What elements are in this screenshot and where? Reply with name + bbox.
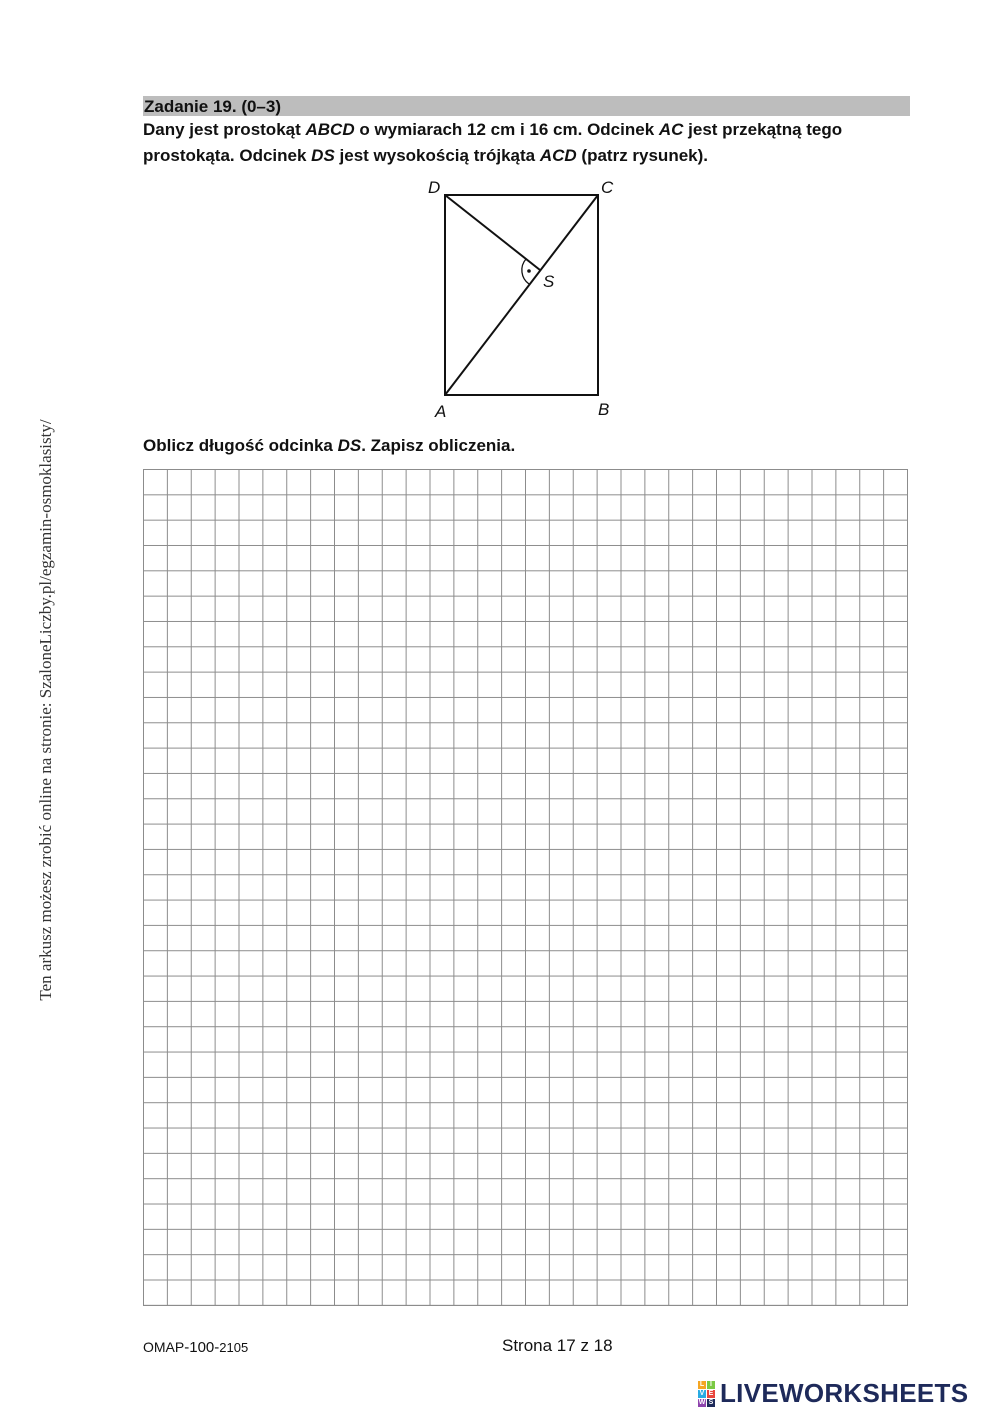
- task-description: [143, 117, 918, 169]
- text-fragment: prostokąta. Odcinek: [143, 146, 312, 165]
- label-a: A: [435, 402, 447, 421]
- logo-tile: S: [708, 1398, 714, 1406]
- italic-term: ACD: [539, 146, 577, 165]
- code-part: OMAP: [143, 1339, 185, 1355]
- logo-tile: I: [707, 1381, 715, 1389]
- rectangle-figure: [420, 172, 620, 422]
- italic-term: ABCD: [305, 120, 355, 139]
- text-fragment: . Zapisz obliczenia.: [361, 436, 516, 455]
- brand-logo-icon: [698, 1381, 715, 1407]
- logo-tile: W: [698, 1398, 706, 1406]
- logo-tile: E: [708, 1389, 714, 1397]
- italic-term: DS: [337, 436, 362, 455]
- task-line-2: [143, 143, 918, 169]
- logo-tile: V: [699, 1389, 705, 1397]
- page-number: Strona 17 z 18: [502, 1336, 613, 1355]
- diagonal-ac: [445, 195, 598, 395]
- label-c: C: [601, 178, 614, 197]
- task-header: Zadanie 19. (0–3): [143, 96, 910, 116]
- italic-term: DS: [311, 146, 335, 165]
- text-fragment: Oblicz długość odcinka: [143, 436, 338, 455]
- instruction-text: [143, 436, 515, 456]
- side-watermark-text: Ten arkusz możesz zrobić online na stronie: SzaloneLiczby.pl/egzamin-osmoklasisty/: [36, 419, 55, 1001]
- label-s: S: [543, 272, 555, 291]
- brand-text: LIVEWORKSHEETS: [720, 1378, 969, 1408]
- italic-term: AC: [658, 120, 684, 139]
- exam-code: [143, 1339, 248, 1356]
- text-fragment: jest wysokością trójkąta: [334, 146, 540, 165]
- text-fragment: jest przekątną tego: [683, 120, 843, 139]
- right-angle-dot: [527, 269, 531, 273]
- height-ds: [445, 195, 540, 270]
- brand-logo: [698, 1378, 968, 1409]
- code-part: -100-: [184, 1339, 220, 1356]
- task-line-1: [143, 117, 918, 143]
- logo-tile: L: [699, 1380, 705, 1388]
- code-part: 2105: [219, 1340, 249, 1355]
- text-fragment: (patrz rysunek).: [576, 146, 708, 165]
- label-b: B: [598, 400, 610, 419]
- answer-grid[interactable]: [143, 469, 908, 1306]
- text-fragment: o wymiarach 12 cm i 16 cm. Odcinek: [354, 120, 659, 139]
- label-d: D: [428, 178, 441, 197]
- text-fragment: Dany jest prostokąt: [143, 120, 306, 139]
